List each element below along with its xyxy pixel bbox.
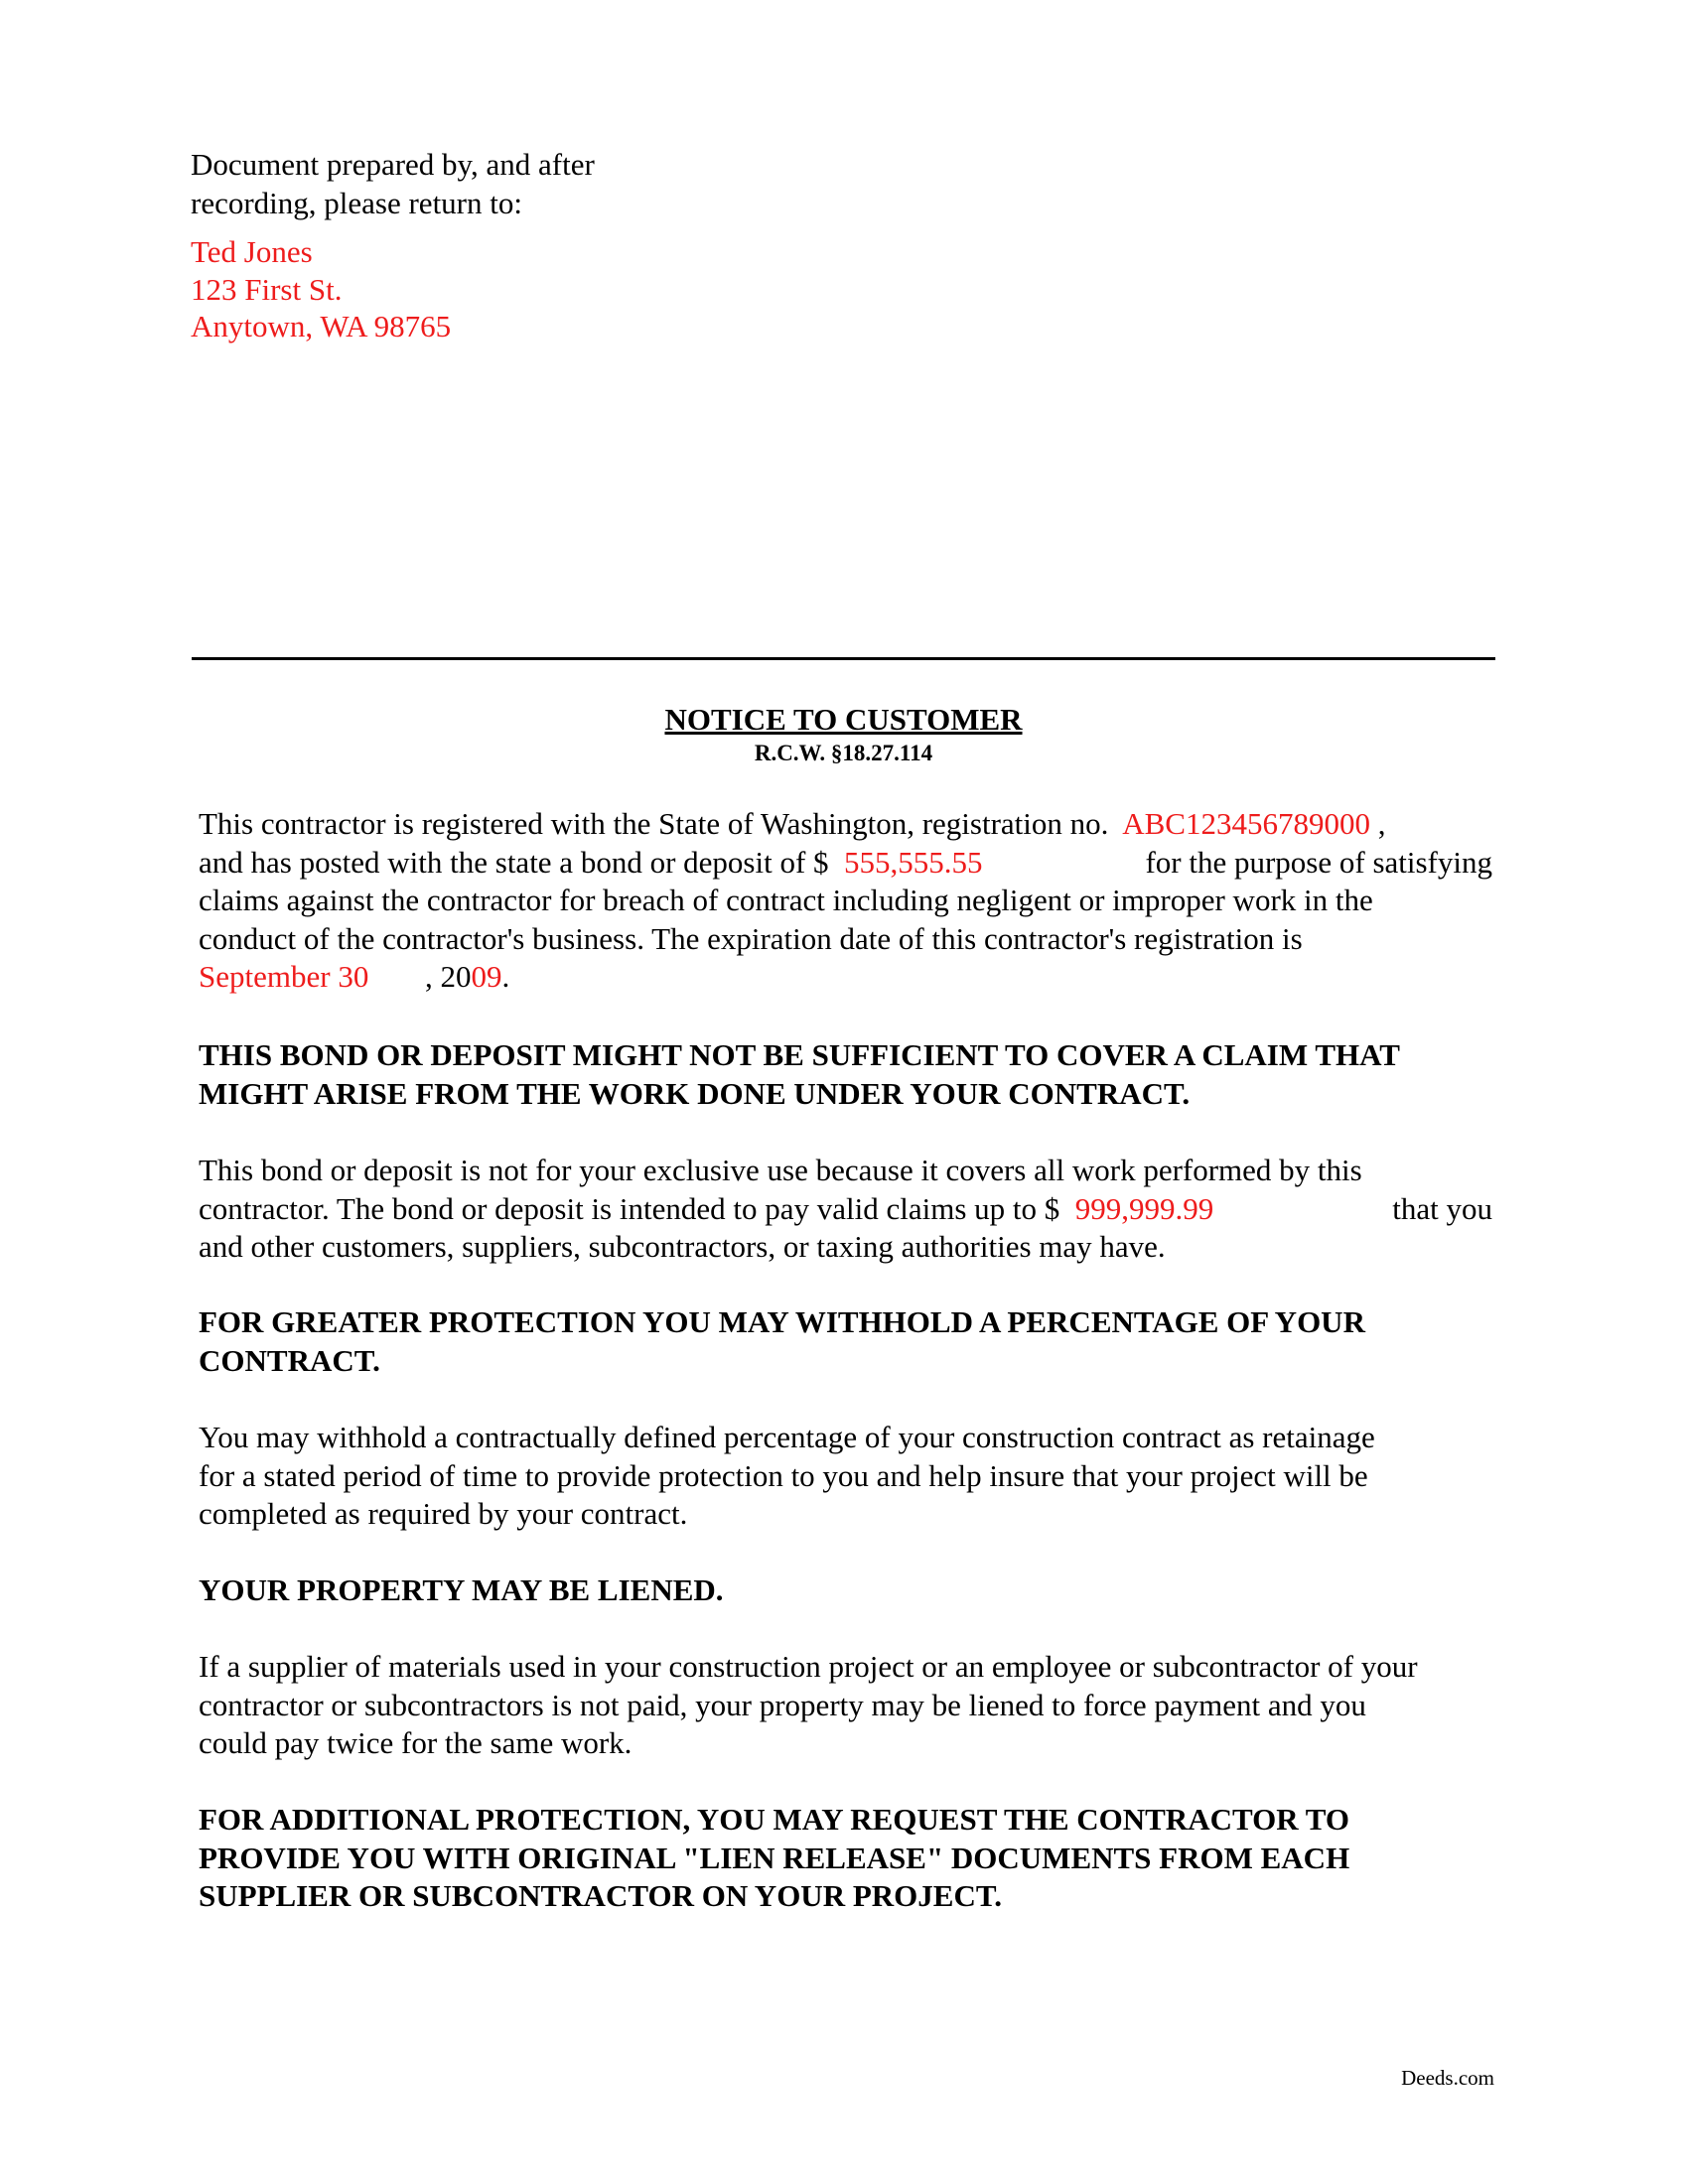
bond-line [199,844,1492,883]
lien-line-3: could pay twice for the same work. [199,1725,633,1760]
lien-warning [199,1571,1492,1610]
registration-comma: , [1377,806,1386,841]
bond-amount: 555,555.55 [844,844,983,880]
retainage-warning-line-1: FOR GREATER PROTECTION YOU MAY WITHHOLD A PERCENTAGE OF YOUR [199,1304,1365,1339]
exclusive-use-paragraph [199,1152,1492,1267]
claim-limit-text: contractor. The bond or deposit is intended to pay valid claims up to $ [199,1190,1060,1226]
footer-brand: Deeds.com [1401,2066,1494,2090]
retainage-paragraph [199,1419,1492,1534]
registration-line [199,805,1492,844]
expiration-year-prefix: , 20 [425,959,472,994]
expiration-year: 09 [471,959,502,994]
retainage-warning [199,1303,1492,1380]
lien-release-line-1-text: FOR ADDITIONAL PROTECTION, YOU MAY REQUEST THE CONTRACTOR TO [199,1802,1350,1837]
expiration-date-line [199,958,1492,997]
lien-paragraph [199,1648,1492,1763]
lien-line-1: If a supplier of materials used in your construction project or an employee or subcontractor of your [199,1649,1418,1684]
registration-text: This contractor is registered with the State of Washington, registration no. [199,806,1109,841]
retainage-warning-line-2: CONTRACT. [199,1342,380,1378]
prepared-by-block [191,145,707,222]
statute-reference: R.C.W. §18.27.114 [754,741,933,765]
bond-warning [199,1036,1492,1113]
return-name: Ted Jones [191,234,313,269]
bond-purpose-text: for the purpose of satisfying [1145,844,1492,880]
lien-release-line-2-text: PROVIDE YOU WITH ORIGINAL "LIEN RELEASE" DOCUMENTS FROM EACH [199,1840,1350,1875]
notice-title: NOTICE TO CUSTOMER [664,702,1023,737]
lien-release-line-3: SUPPLIER OR SUBCONTRACTOR ON YOUR PROJECT. [199,1878,1002,1913]
expiration-intro-line: conduct of the contractor's business. The expiration date of this contractor's registration is [199,920,1303,956]
expiration-month-day: September 30 [199,959,369,994]
lien-line-2: contractor or subcontractors is not paid, your property may be liened to force payment and you [199,1687,1366,1722]
return-city: Anytown, WA 98765 [191,309,452,343]
lien-release-line-2 [199,1840,1492,1878]
lien-release-warning [199,1801,1492,1916]
return-street: 123 First St. [191,271,343,307]
registration-paragraph [199,805,1492,997]
expiration-period: . [501,959,510,994]
retainage-line-3: completed as required by your contract. [199,1496,688,1531]
lien-release-line-1 [199,1801,1492,1840]
exclusive-use-line-3: and other customers, suppliers, subcontractors, or taxing authorities may have. [199,1229,1166,1264]
bond-warning-line-1: THIS BOND OR DEPOSIT MIGHT NOT BE SUFFICIENT TO COVER A CLAIM THAT [199,1037,1400,1072]
claim-limit-end: that you [1392,1190,1492,1226]
bond-text: and has posted with the state a bond or deposit of $ [199,844,829,880]
return-address-block [191,233,451,345]
recording-divider [192,657,1495,660]
prepared-by-line-1: Document prepared by, and after [191,147,595,182]
registration-number: ABC123456789000 [1122,806,1370,841]
claims-line: claims against the contractor for breach of contract including negligent or improper work in the [199,883,1373,917]
prepared-by-line-2: recording, please return to: [191,186,522,220]
retainage-line-2: for a stated period of time to provide protection to you and help insure that your project will be [199,1457,1368,1493]
claim-limit-amount: 999,999.99 [1074,1190,1214,1226]
lien-warning-line-1: YOUR PROPERTY MAY BE LIENED. [199,1572,724,1607]
retainage-line-1: You may withhold a contractually defined percentage of your construction contract as retainage [199,1420,1375,1454]
bond-warning-line-2: MIGHT ARISE FROM THE WORK DONE UNDER YOUR CONTRACT. [199,1075,1191,1111]
claim-limit-line [199,1190,1492,1229]
exclusive-use-line-1: This bond or deposit is not for your exclusive use because it covers all work performed by this [199,1153,1362,1187]
